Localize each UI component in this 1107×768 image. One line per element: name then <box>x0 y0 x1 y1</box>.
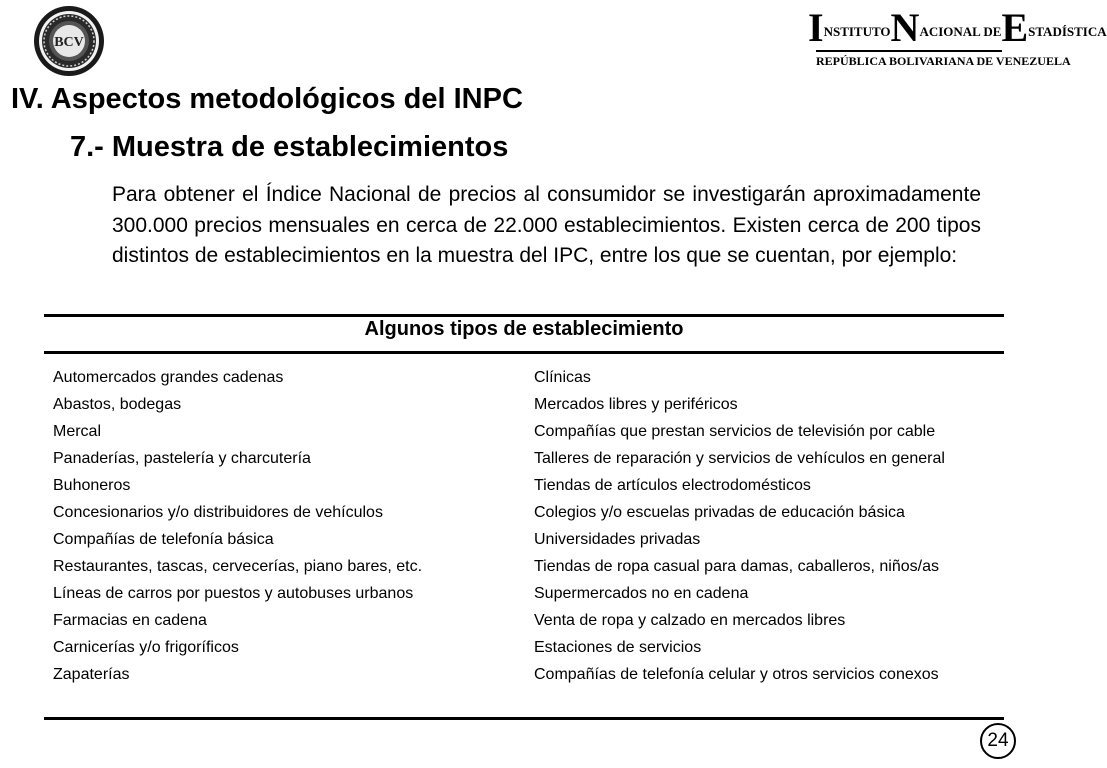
ine-letter-e: E <box>1001 5 1029 50</box>
list-item: Universidades privadas <box>534 531 701 548</box>
establishment-list-left <box>53 364 523 688</box>
list-item: Líneas de carros por puestos y autobuses urbanos <box>53 585 414 602</box>
list-item: Concesionarios y/o distribuidores de vehículos <box>53 504 383 521</box>
bcv-logo <box>28 4 110 78</box>
section-title: IV. Aspectos metodológicos del INPC <box>11 83 523 115</box>
list-item: Colegios y/o escuelas privadas de educación básica <box>534 504 905 521</box>
establishment-list-right <box>534 364 1014 688</box>
page-number: 24 <box>980 723 1016 759</box>
list-item: Panaderías, pastelería y charcutería <box>53 450 311 467</box>
table-header-rule <box>44 351 1004 354</box>
list-item: Restaurantes, tascas, cervecerías, piano bares, etc. <box>53 558 423 575</box>
table-title: Algunos tipos de establecimiento <box>364 318 684 340</box>
ine-letter-i: I <box>808 5 824 50</box>
list-item: Compañías que prestan servicios de televisión por cable <box>534 423 936 440</box>
bcv-seal-icon <box>28 4 110 78</box>
list-item: Mercados libres y periféricos <box>534 396 738 413</box>
list-item: Farmacias en cadena <box>53 612 207 629</box>
list-item: Supermercados no en cadena <box>534 585 749 602</box>
list-item: Clínicas <box>534 369 591 386</box>
list-item: Tiendas de artículos electrodomésticos <box>534 477 811 494</box>
list-item: Mercal <box>53 423 102 440</box>
ine-word-nacional: ACIONAL DE <box>919 24 1002 39</box>
table-top-rule <box>44 314 1004 317</box>
ine-logo-name <box>808 4 1107 50</box>
section-subtitle: 7.- Muestra de establecimientos <box>70 131 509 163</box>
ine-logo-country: REPÚBLICA BOLIVARIANA DE VENEZUELA <box>816 54 1071 68</box>
list-item: Zapaterías <box>53 666 130 683</box>
bcv-seal-text: BCV <box>54 35 84 50</box>
intro-paragraph: Para obtener el Índice Nacional de precios al consumidor se investigarán aproximadamente 300.000 precios mensuales en cerca de 22.000 establecimientos. Existen cerca de 200 tipos distintos de establecimientos en la muestra del IPC, entre los que se cuentan, por ejemplo: <box>112 183 981 267</box>
list-item: Tiendas de ropa casual para damas, caballeros, niños/as <box>534 558 939 575</box>
list-item: Compañías de telefonía celular y otros servicios conexos <box>534 666 939 683</box>
ine-letter-n: N <box>890 5 920 50</box>
list-item: Carnicerías y/o frigoríficos <box>53 639 239 656</box>
list-item: Buhoneros <box>53 477 131 494</box>
ine-word-instituto: NSTITUTO <box>823 24 891 39</box>
table-bottom-rule <box>44 717 1004 720</box>
ine-word-estadistica: STADÍSTICA <box>1028 24 1107 39</box>
ine-logo-divider <box>816 50 1002 52</box>
list-item: Estaciones de servicios <box>534 639 702 656</box>
list-item: Automercados grandes cadenas <box>53 369 284 386</box>
list-item: Abastos, bodegas <box>53 396 182 413</box>
list-item: Talleres de reparación y servicios de vehículos en general <box>534 450 945 467</box>
list-item: Venta de ropa y calzado en mercados libres <box>534 612 846 629</box>
ine-logo <box>808 4 1107 70</box>
list-item: Compañías de telefonía básica <box>53 531 274 548</box>
